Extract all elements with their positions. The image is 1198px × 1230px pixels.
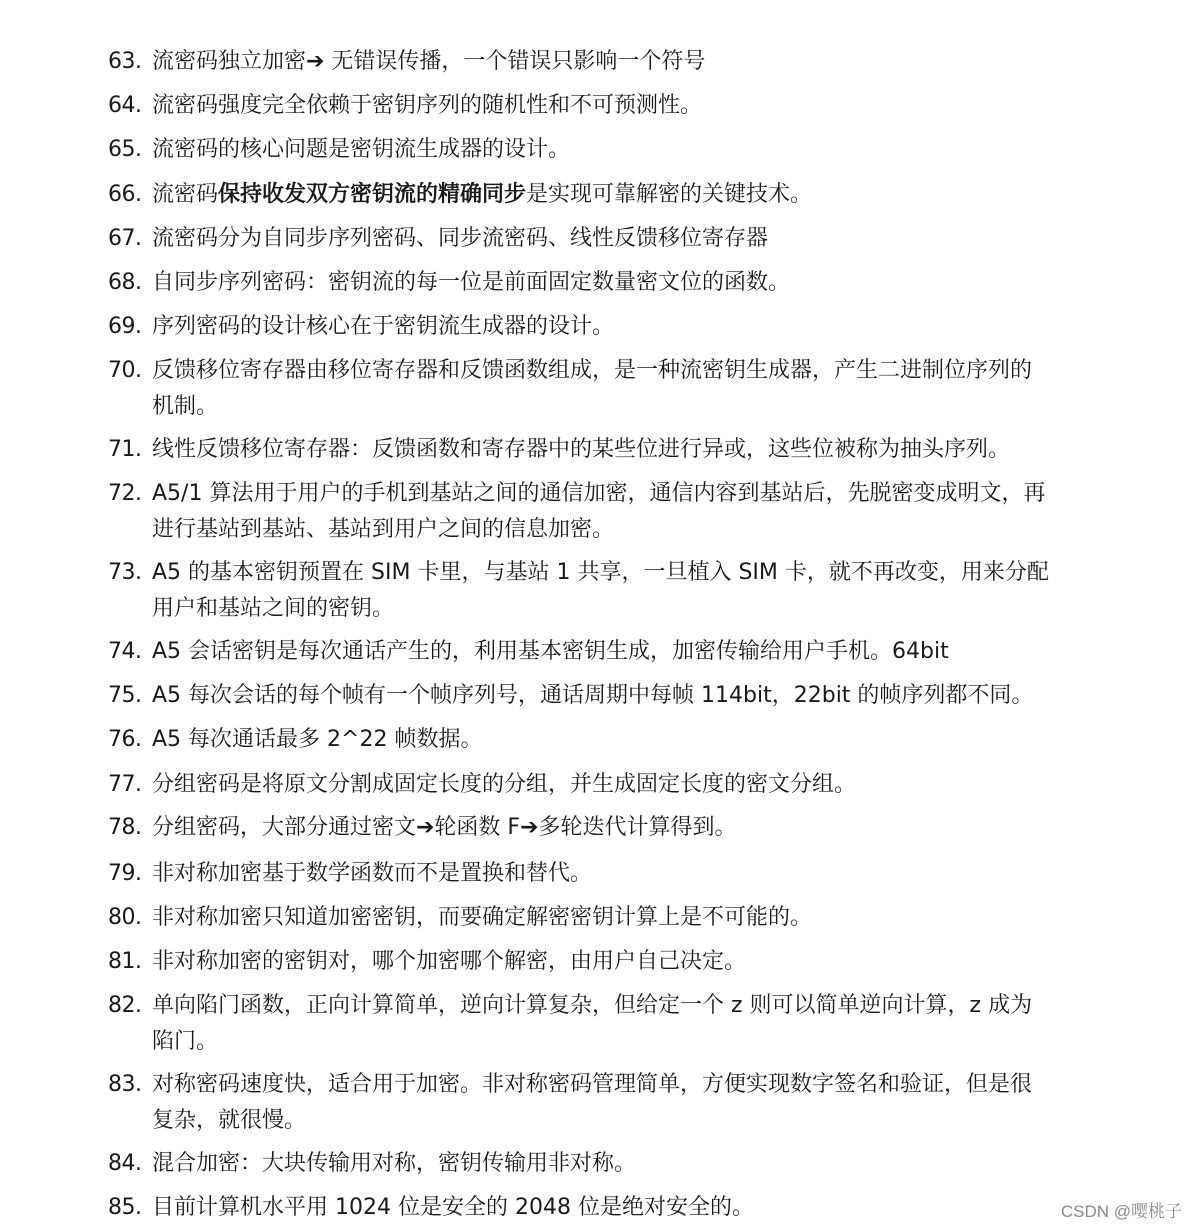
list-item [108,988,1053,1060]
item-number: 76. [108,727,142,752]
list-item [108,810,1053,846]
item-text: A5 每次会话的每个帧有一个帧序列号，通话周期中每帧 114bit，22bit 的帧序列都不同。 [152,683,1034,708]
item-number: 85. [108,1195,142,1220]
list-item [108,432,1053,468]
item-number: 78. [108,815,142,840]
list-item [108,767,1053,803]
list-item [108,1190,1053,1226]
list-item [108,44,1053,80]
list-item [108,221,1053,257]
item-text: 自同步序列密码：密钥流的每一位是前面固定数量密文位的函数。 [152,270,791,295]
item-number: 73. [108,560,142,585]
item-text: 非对称加密只知道加密密钥，而要确定解密密钥计算上是不可能的。 [152,905,813,930]
item-number: 66. [108,182,142,207]
item-text [152,177,1053,213]
item-text: 分组密码是将原文分割成固定长度的分组，并生成固定长度的密文分组。 [152,772,857,797]
item-number: 83. [108,1072,142,1097]
list-item [108,900,1053,936]
list-item [108,476,1053,548]
item-number: 65. [108,137,142,162]
item-number: 67. [108,226,142,251]
item-number: 64. [108,93,142,118]
item-number: 70. [108,358,142,383]
item-text: A5 的基本密钥预置在 SIM 卡里，与基站 1 共享，一旦植入 SIM 卡，就不再改变，用来分配用户和基站之间的密钥。 [152,560,1049,621]
item-text-pre: 流密码 [152,182,219,207]
item-number: 82. [108,993,142,1018]
item-number: 79. [108,861,142,886]
list-item [108,555,1053,627]
item-text: 非对称加密的密钥对，哪个加密哪个解密，由用户自己决定。 [152,949,747,974]
item-number: 75. [108,683,142,708]
item-text: 线性反馈移位寄存器：反馈函数和寄存器中的某些位进行异或，这些位被称为抽头序列。 [152,437,1011,462]
item-number: 69. [108,314,142,339]
item-text: 反馈移位寄存器由移位寄存器和反馈函数组成，是一种流密钥生成器，产生二进制位序列的机制。 [152,358,1033,419]
item-text: 对称密码速度快，适合用于加密。非对称密码管理简单，方便实现数字签名和验证，但是很复杂，就很慢。 [152,1072,1033,1133]
item-text: 流密码的核心问题是密钥流生成器的设计。 [152,137,571,162]
list-item [108,634,1053,670]
item-number: 81. [108,949,142,974]
item-text-post: 是实现可靠解密的关键技术。 [526,182,813,207]
item-number: 74. [108,639,142,664]
item-text: 目前计算机水平用 1024 位是安全的 2048 位是绝对安全的。 [152,1195,754,1220]
item-text: 分组密码，大部分通过密文➔轮函数 F➔多轮迭代计算得到。 [152,815,737,840]
list-item [108,177,1053,213]
item-text: 流密码强度完全依赖于密钥序列的随机性和不可预测性。 [152,93,703,118]
item-number: 77. [108,772,142,797]
list-item [108,353,1053,425]
item-text: A5/1 算法用于用户的手机到基站之间的通信加密，通信内容到基站后，先脱密变成明文，再进行基站到基站、基站到用户之间的信息加密。 [152,481,1046,542]
item-text: A5 每次通话最多 2^22 帧数据。 [152,727,483,752]
list-item [108,265,1053,301]
item-text: 非对称加密基于数学函数而不是置换和替代。 [152,861,593,886]
item-text: A5 会话密钥是每次通话产生的，利用基本密钥生成，加密传输给用户手机。64bit [152,639,949,664]
list-item [108,944,1053,980]
item-text: 混合加密：大块传输用对称，密钥传输用非对称。 [152,1151,637,1176]
item-number: 68. [108,270,142,295]
item-number: 72. [108,481,142,506]
item-text: 单向陷门函数，正向计算简单，逆向计算复杂，但给定一个 z 则可以简单逆向计算，z 成为陷门。 [152,993,1033,1054]
item-text: 流密码分为自同步序列密码、同步流密码、线性反馈移位寄存器 [152,226,769,251]
list-item [108,856,1053,892]
item-number: 63. [108,49,142,74]
list-item [108,678,1053,714]
list-item [108,132,1053,168]
item-number: 71. [108,437,142,462]
item-text: 序列密码的设计核心在于密钥流生成器的设计。 [152,314,615,339]
list-item [108,88,1053,124]
list-item [108,1146,1053,1182]
csdn-watermark: CSDN @嘤桃子 [1060,1202,1182,1221]
item-number: 80. [108,905,142,930]
list-item [108,722,1053,758]
list-item [108,309,1053,345]
item-text-bold: 保持收发双方密钥流的精确同步 [218,182,527,207]
item-number: 84. [108,1151,142,1176]
list-item [108,1067,1053,1139]
item-text: 流密码独立加密➔ 无错误传播，一个错误只影响一个符号 [152,49,706,74]
